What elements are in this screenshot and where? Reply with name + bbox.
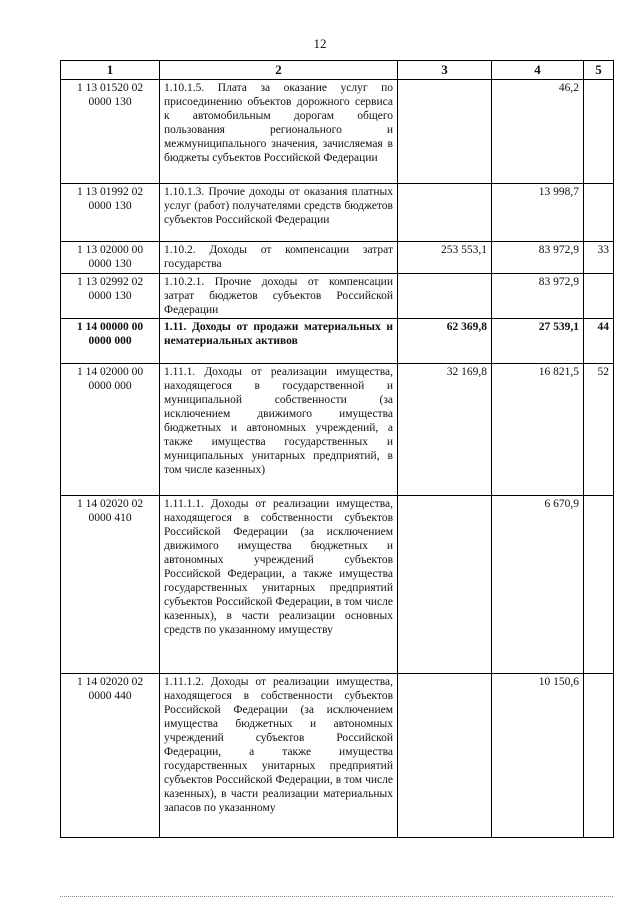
row-code: 1 14 00000 00 0000 000	[61, 319, 160, 364]
page-number: 12	[313, 36, 327, 51]
column-header-code: 1	[61, 61, 160, 80]
column-header-amount-3: 3	[398, 61, 492, 80]
row-description: 1.11.1. Доходы от реализации имущества, находящегося в государственной и муниципальной собственности (за исключением движимого имущества бюджетных и автономных учреждений, а также имущества государственных и муниципальных унитарных предприятий, в том числе казенных)	[160, 364, 398, 496]
row-code: 1 14 02000 00 0000 000	[61, 364, 160, 496]
table-row	[61, 496, 614, 674]
table-row	[61, 242, 614, 274]
row-percent-5	[584, 496, 614, 674]
row-amount-4: 16 821,5	[492, 364, 584, 496]
row-code: 1 13 02992 02 0000 130	[61, 274, 160, 319]
row-percent-5	[584, 80, 614, 184]
row-code: 1 14 02020 02 0000 440	[61, 674, 160, 838]
row-code: 1 13 01992 02 0000 130	[61, 184, 160, 242]
row-percent-5	[584, 674, 614, 838]
row-amount-3	[398, 274, 492, 319]
row-description: 1.10.1.3. Прочие доходы от оказания платных услуг (работ) получателями средств бюджетов субъектов Российской Федерации	[160, 184, 398, 242]
page-bottom-divider	[60, 896, 613, 897]
row-amount-4: 83 972,9	[492, 274, 584, 319]
row-amount-3: 253 553,1	[398, 242, 492, 274]
row-code: 1 14 02020 02 0000 410	[61, 496, 160, 674]
row-amount-3: 32 169,8	[398, 364, 492, 496]
column-header-amount-4: 4	[492, 61, 584, 80]
row-amount-4: 6 670,9	[492, 496, 584, 674]
table-row	[61, 674, 614, 838]
row-description: 1.11.1.2. Доходы от реализации имущества, находящегося в собственности субъектов Российской Федерации (за исключением имущества бюджетных и автономных учреждений субъектов Российской Федерации, а также имущества государственных унитарных предприятий субъектов Российской Федерации, в том числе казенных), в части реализации материальных запасов по указанному	[160, 674, 398, 838]
row-description: 1.10.2. Доходы от компенсации затрат государства	[160, 242, 398, 274]
row-amount-4: 83 972,9	[492, 242, 584, 274]
column-header-description: 2	[160, 61, 398, 80]
row-description: 1.11. Доходы от продажи материальных и нематериальных активов	[160, 319, 398, 364]
row-percent-5: 44	[584, 319, 614, 364]
row-amount-4: 27 539,1	[492, 319, 584, 364]
row-amount-4: 10 150,6	[492, 674, 584, 838]
row-amount-3	[398, 674, 492, 838]
table-row	[61, 80, 614, 184]
table-row	[61, 274, 614, 319]
row-amount-4: 13 998,7	[492, 184, 584, 242]
row-amount-3	[398, 496, 492, 674]
row-amount-4: 46,2	[492, 80, 584, 184]
row-code: 1 13 01520 02 0000 130	[61, 80, 160, 184]
row-percent-5	[584, 184, 614, 242]
row-amount-3	[398, 80, 492, 184]
table-row	[61, 364, 614, 496]
row-description: 1.10.1.5. Плата за оказание услуг по присоединению объектов дорожного сервиса к автомобильным дорогам общего пользования регионального и межмуниципального значения, зачисляемая в бюджеты субъектов Российской Федерации	[160, 80, 398, 184]
row-percent-5: 33	[584, 242, 614, 274]
row-description: 1.10.2.1. Прочие доходы от компенсации затрат бюджетов субъектов Российской Федерации	[160, 274, 398, 319]
row-percent-5: 52	[584, 364, 614, 496]
budget-table	[60, 60, 614, 838]
row-amount-3	[398, 184, 492, 242]
row-description: 1.11.1.1. Доходы от реализации имущества, находящегося в собственности субъектов Российской Федерации (за исключением движимого имущества бюджетных и автономных учреждений субъектов Российской Федерации, а также имущества государственных унитарных предприятий субъектов Российской Федерации, в том числе казенных), в части реализации основных средств по указанному имуществу	[160, 496, 398, 674]
row-code: 1 13 02000 00 0000 130	[61, 242, 160, 274]
row-percent-5	[584, 274, 614, 319]
table-row	[61, 319, 614, 364]
column-header-percent-5: 5	[584, 61, 614, 80]
table-row	[61, 184, 614, 242]
table-header-row	[61, 61, 614, 80]
row-amount-3: 62 369,8	[398, 319, 492, 364]
